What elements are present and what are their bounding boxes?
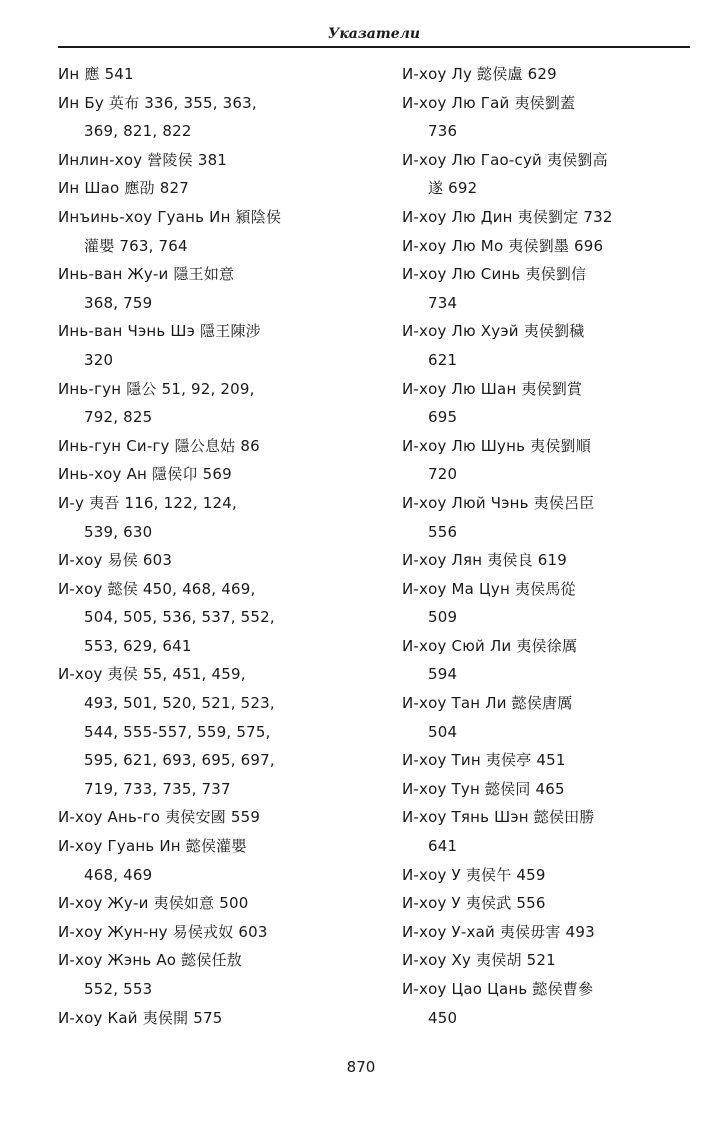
index-entry-continuation: 556 (428, 522, 458, 541)
index-entry-continuation: 734 (428, 293, 458, 312)
index-entry: И-у 夷吾 116, 122, 124, (58, 493, 237, 512)
index-entry-continuation: 695 (428, 408, 458, 427)
index-entry: Инъинь-хоу Гуань Ин 潁陰侯 (58, 207, 282, 226)
index-entry: И-хоу Ху 夷侯胡 521 (402, 951, 556, 970)
index-entry: Ин 應 541 (58, 65, 134, 83)
index-entry: И-хоу Гуань Ин 懿侯灌嬰 (58, 837, 247, 856)
index-entry-continuation: 368, 759 (84, 293, 153, 312)
index-entry: И-хоу Лу 懿侯盧 629 (402, 65, 557, 83)
index-entry: И-хоу Лю Шунь 夷侯劉順 (402, 436, 591, 455)
index-column-right (402, 60, 702, 1032)
index-entry: И-хоу Кай 夷侯開 575 (58, 1008, 223, 1027)
index-entry-continuation: 450 (428, 1008, 458, 1027)
index-entry: И-хоу Жэнь Ао 懿侯任敖 (58, 951, 242, 970)
header-title: Указатели (327, 26, 421, 42)
index-entry-continuation: 493, 501, 520, 521, 523, (84, 694, 275, 713)
index-entry: И-хоу Тан Ли 懿侯唐厲 (402, 694, 573, 713)
index-entry: И-хоу Сюй Ли 夷侯徐厲 (402, 636, 578, 655)
index-entry-continuation: 719, 733, 735, 737 (84, 779, 231, 798)
index-entry-continuation: 595, 621, 693, 695, 697, (84, 751, 275, 770)
index-entry-continuation: 灌嬰 763, 764 (84, 236, 188, 255)
index-entry: И-хоу Лян 夷侯良 619 (402, 551, 568, 570)
index-column-left (58, 60, 358, 1032)
index-entry-continuation: 遂 692 (428, 179, 478, 198)
index-entry-continuation: 736 (428, 122, 458, 141)
index-entry-continuation: 539, 630 (84, 522, 153, 541)
index-entry: И-хоу Лю Хуэй 夷侯劉穢 (402, 322, 585, 341)
index-entry: И-хоу Люй Чэнь 夷侯呂臣 (402, 493, 595, 512)
index-entry-continuation: 553, 629, 641 (84, 636, 192, 655)
index-entry: И-хоу У 夷侯午 459 (402, 865, 546, 884)
running-header (58, 22, 690, 48)
index-entry: Инь-хоу Ан 隱侯卬 569 (58, 465, 232, 484)
index-entry: Ин Шао 應劭 827 (58, 179, 189, 198)
index-entry: И-хоу Лю Мо 夷侯劉墨 696 (402, 236, 604, 255)
index-entry: И-хоу Жун-ну 易侯戎奴 603 (58, 922, 268, 941)
index-entry: И-хоу Лю Синь 夷侯劉信 (402, 265, 587, 284)
index-entry-continuation: 621 (428, 350, 458, 369)
index-entry: Инь-гун 隱公 51, 92, 209, (58, 379, 255, 398)
index-entry: И-хоу Тун 懿侯同 465 (402, 779, 565, 798)
index-entry: И-хоу Цао Цань 懿侯曹參 (402, 980, 594, 998)
index-entry-continuation: 594 (428, 665, 458, 684)
index-entry-continuation: 504, 505, 536, 537, 552, (84, 608, 275, 627)
index-entry: И-хоу Тянь Шэн 懿侯田勝 (402, 808, 595, 827)
index-entry: Ин Бу 英布 336, 355, 363, (58, 93, 257, 112)
header-rule (58, 46, 690, 48)
index-entry-continuation: 504 (428, 722, 458, 741)
index-entry-continuation: 369, 821, 822 (84, 122, 192, 141)
index-entry: И-хоу Лю Дин 夷侯劉定 732 (402, 207, 613, 226)
index-entry: Инь-гун Си-гу 隱公息姑 86 (58, 436, 260, 455)
index-entry-continuation: 720 (428, 465, 458, 484)
index-entry: И-хоу Тин 夷侯亭 451 (402, 751, 566, 770)
index-entry: И-хоу Ань-го 夷侯安國 559 (58, 808, 261, 827)
index-entry-continuation: 641 (428, 837, 458, 856)
index-entry: И-хоу У-хай 夷侯毋害 493 (402, 922, 595, 941)
index-entry: И-хоу Лю Гай 夷侯劉蓋 (402, 93, 576, 112)
index-entry-continuation: 320 (84, 350, 114, 369)
index-entry: И-хоу Ма Цун 夷侯馬從 (402, 579, 576, 598)
index-entry-continuation: 509 (428, 608, 458, 627)
index-entry-continuation: 792, 825 (84, 408, 153, 427)
index-entry-continuation: 468, 469 (84, 865, 153, 884)
index-entry: И-хоу Лю Гао-суй 夷侯劉高 (402, 150, 608, 169)
index-entry: И-хоу 易侯 603 (58, 551, 173, 570)
index-entry: И-хоу У 夷侯武 556 (402, 894, 546, 913)
index-entry: И-хоу Лю Шан 夷侯劉賞 (402, 379, 583, 398)
page-number: 870 (346, 1058, 376, 1076)
index-entry: Инлин-хоу 營陵侯 381 (58, 150, 228, 169)
index-entry: И-хоу 懿侯 450, 468, 469, (58, 579, 256, 598)
index-entry: И-хоу 夷侯 55, 451, 459, (58, 665, 246, 684)
index-entry: Инь-ван Чэнь Шэ 隱王陳涉 (58, 322, 261, 341)
index-entry: Инь-ван Жу-и 隱王如意 (58, 265, 235, 284)
index-entry-continuation: 544, 555-557, 559, 575, (84, 722, 271, 741)
index-entry: И-хоу Жу-и 夷侯如意 500 (58, 894, 249, 913)
index-entry-continuation: 552, 553 (84, 980, 153, 998)
